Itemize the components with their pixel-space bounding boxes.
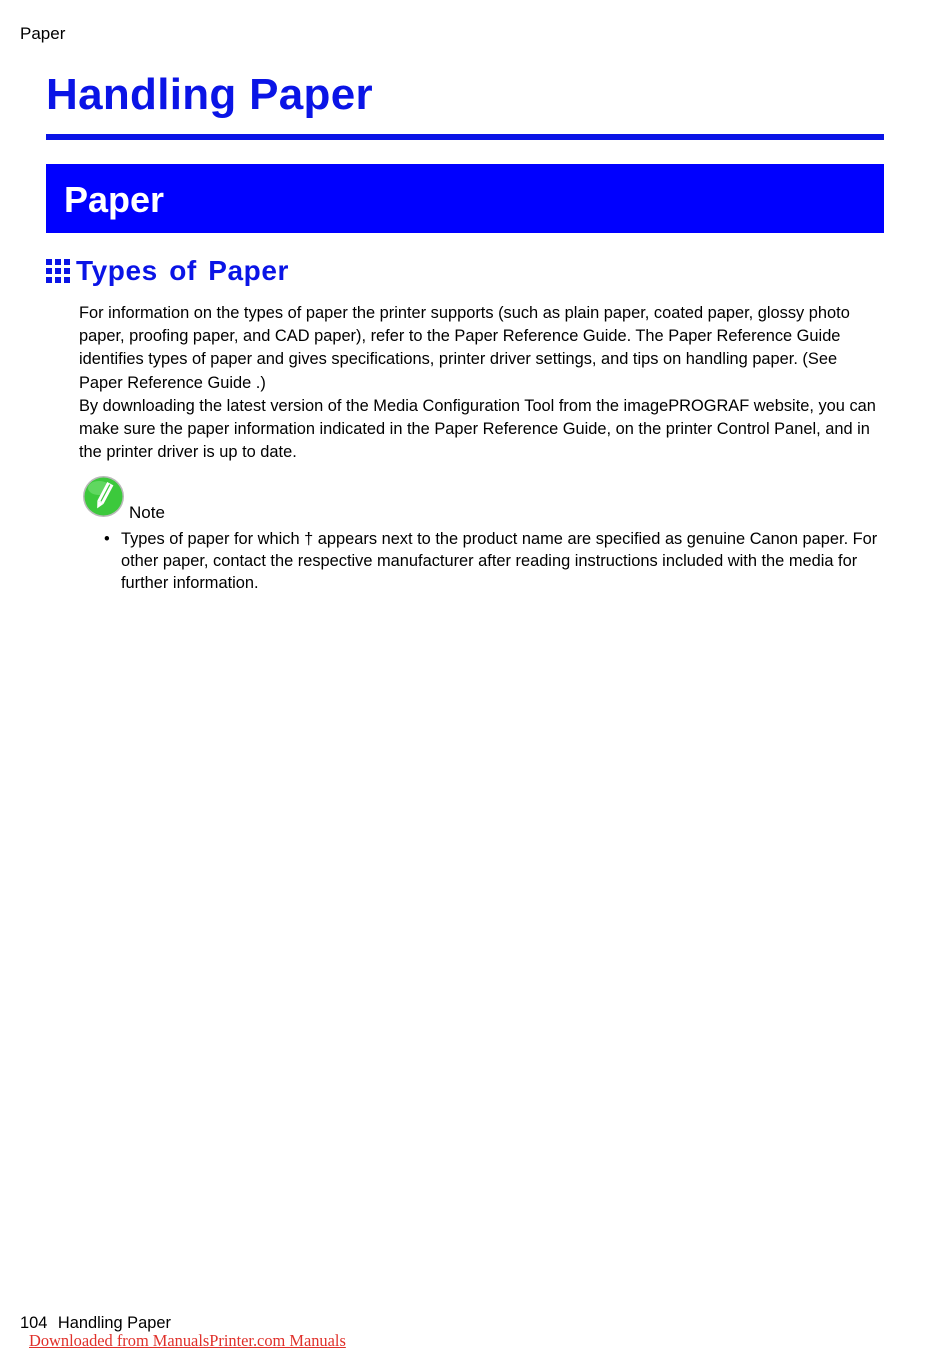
note-item xyxy=(104,528,879,594)
download-source-link[interactable]: Downloaded from ManualsPrinter.com Manuals xyxy=(29,1331,346,1350)
title-rule xyxy=(46,134,884,140)
running-header: Paper xyxy=(20,24,66,43)
footer-page-number: 104 xyxy=(20,1314,48,1332)
note-label: Note xyxy=(129,503,165,522)
section-body xyxy=(79,302,879,464)
chapter-band xyxy=(46,164,884,233)
note-item-text: Types of paper for which † appears next to the product name are specified as genuine Canon paper. For other paper, contact the respective manufacturer after reading instructions included with the media for further information. xyxy=(121,530,878,592)
bullet-icon: • xyxy=(104,530,110,548)
chapter-band-label: Paper xyxy=(64,179,165,220)
note-list xyxy=(104,528,879,594)
pencil-note-icon xyxy=(82,475,125,518)
footer-section: Handling Paper xyxy=(57,1314,171,1332)
grid-bullet-icon xyxy=(46,259,70,283)
body-paragraph: For information on the types of paper the printer supports (such as plain paper, coated paper, glossy photo paper, proofing paper, and CAD paper), refer to the Paper Reference Guide. The Paper Reference Guide identifies types of paper and gives specifications, printer driver settings, and tips on handling paper. (See Paper Reference Guide .) xyxy=(79,304,850,392)
section-heading xyxy=(46,254,289,288)
page-title: Handling Paper xyxy=(46,70,373,119)
body-paragraph: By downloading the latest version of the Media Configuration Tool from the imagePROGRAF website, you can make sure the paper information indicated in the Paper Reference Guide, on the printer Control Panel, and in the printer driver is up to date. xyxy=(79,396,876,462)
section-heading-text: Types of Paper xyxy=(76,255,290,286)
